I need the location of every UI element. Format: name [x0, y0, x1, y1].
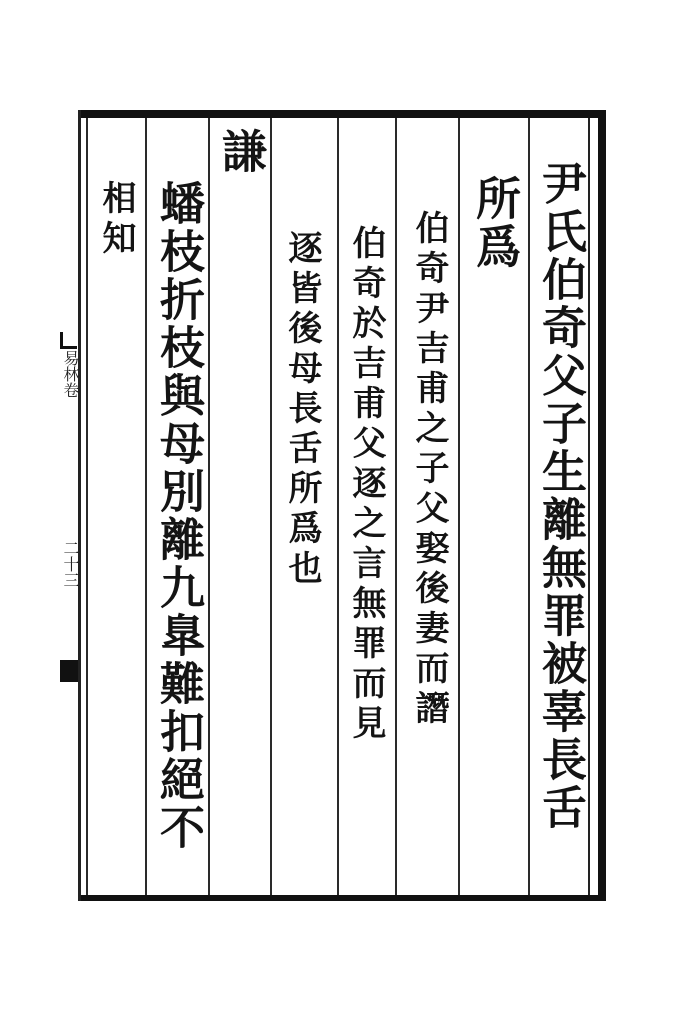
text-column-7 — [148, 180, 208, 852]
text-column-6 — [210, 128, 270, 176]
text-column-4 — [336, 225, 396, 745]
fishtail-mark-top — [60, 332, 77, 349]
column-text: 尹氏伯奇父子生離無罪被辜長舌 — [534, 160, 587, 832]
fishtail-mark-bottom — [60, 660, 78, 682]
margin-volume-label: 易林卷 — [61, 350, 80, 398]
column-text: 謙 — [214, 128, 267, 176]
column-divider — [208, 118, 210, 895]
text-column-1 — [530, 160, 590, 832]
margin-page-number: 二十三 — [61, 540, 80, 588]
frame-left-border — [78, 110, 81, 901]
column-text: 相知 — [96, 180, 136, 260]
column-text: 伯奇於吉甫父逐之言無罪而見 — [346, 225, 386, 745]
text-column-8 — [86, 180, 146, 260]
frame-top-border — [78, 110, 606, 118]
text-column-5 — [272, 230, 332, 590]
column-text: 逐皆後母長舌所爲也 — [282, 230, 322, 590]
column-text: 所爲 — [468, 175, 521, 271]
frame-bottom-border — [78, 895, 606, 901]
text-column-2 — [464, 175, 524, 271]
column-text: 蟠枝折枝與母別離九臯難扣絕不 — [152, 180, 205, 852]
text-column-3 — [399, 210, 459, 730]
frame-right-border — [598, 110, 606, 901]
column-text: 伯奇尹吉甫之子父娶後妻而譖 — [409, 210, 449, 730]
